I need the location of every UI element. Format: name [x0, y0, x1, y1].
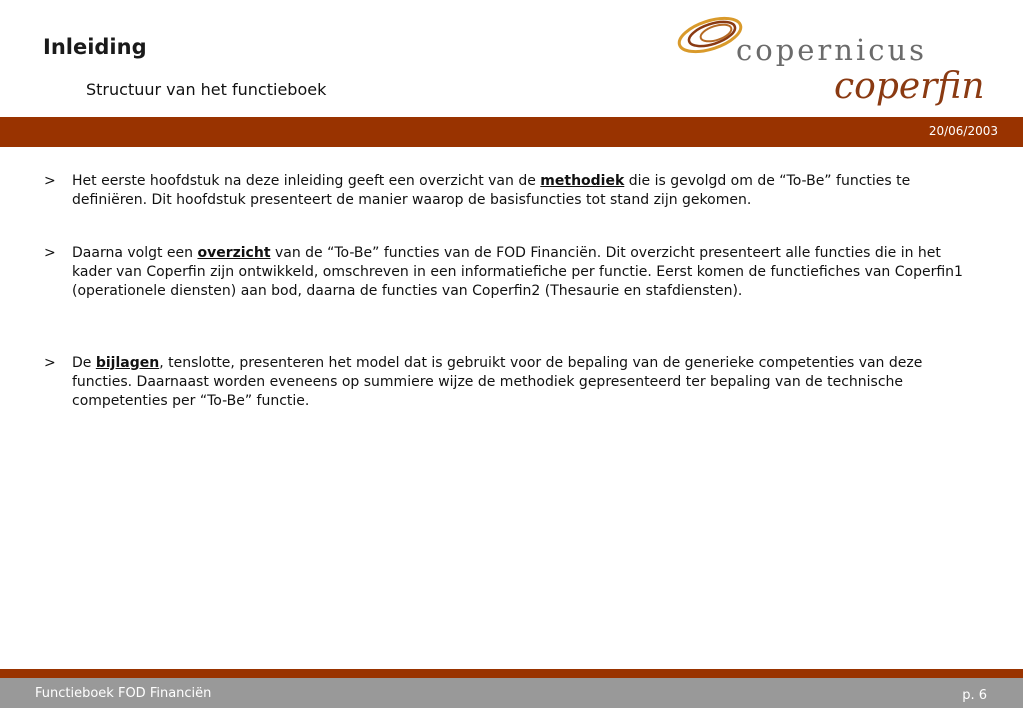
page-number: p. 6: [962, 688, 987, 703]
bullet-item: [44, 172, 984, 210]
bullet-item: [44, 354, 984, 411]
bullet-marker: >: [44, 355, 56, 371]
swirl-icon: [675, 12, 745, 58]
bullet-text: van de “To-Be” functies van de FOD Financiën. Dit overzicht presenteert alle functies die in het kader van Coperfin zijn ontwikkeld, omschreven in een informatiefiche per functie. Eerst komen de functiefiches van Coperfin1 (operationele diensten) aan bod, daarna de functies van Coperfin2 (Thesaurie en stafdiensten).: [72, 245, 963, 299]
bullet-keyword: methodiek: [540, 173, 625, 189]
bullet-marker: >: [44, 245, 56, 261]
copernicus-coperfin-logo: [672, 8, 1002, 116]
header-date: 20/06/2003: [928, 124, 998, 138]
footer-bar: [0, 678, 1023, 708]
footer-document-title: Functieboek FOD Financiën: [35, 686, 212, 701]
bullet-marker: >: [44, 173, 56, 189]
logo-copernicus-text: copernicus: [736, 33, 928, 67]
bullet-text: die is gevolgd om de “To-Be” functies te definiëren. Dit hoofdstuk presenteert de manier waarop de basisfuncties tot stand zijn gekomen.: [72, 173, 911, 208]
footer-accent-line: [0, 669, 1023, 678]
bullet-keyword: overzicht: [197, 245, 271, 261]
bullet-keyword: bijlagen: [95, 355, 160, 371]
page-title: Inleiding: [43, 35, 147, 59]
bullet-item: [44, 244, 984, 301]
header-band: [0, 117, 1023, 147]
bullet-text: , tenslotte, presenteren het model dat is gebruikt voor de bepaling van de generieke competenties van deze functies. Daarnaast worden eveneens op summiere wijze de methodiek gepresenteerd ter bepaling van de technische competenties per “To-Be” functie.: [72, 355, 923, 409]
page-subtitle: Structuur van het functieboek: [86, 80, 327, 99]
bullet-text: Daarna volgt een: [72, 245, 198, 261]
logo-coperfin-text: coperfin: [834, 66, 985, 107]
bullet-text: De: [72, 355, 96, 371]
bullet-text: Het eerste hoofdstuk na deze inleiding geeft een overzicht van de: [72, 173, 541, 189]
